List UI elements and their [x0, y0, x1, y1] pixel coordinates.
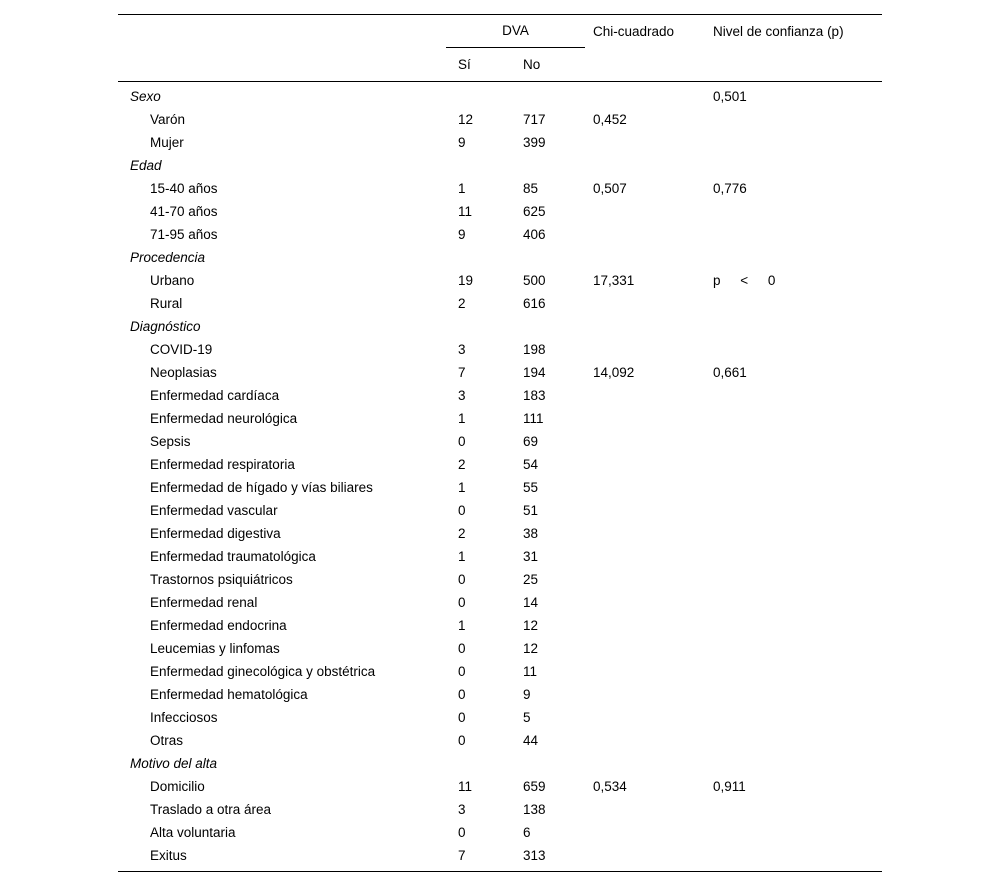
nivel-value	[713, 476, 882, 499]
table-row	[118, 775, 882, 798]
chi-value	[593, 729, 713, 752]
nivel-value: 0,776	[713, 181, 747, 196]
column-header-no: No	[523, 57, 541, 72]
row-label: Motivo del alta	[130, 756, 218, 771]
si-value: 9	[458, 227, 466, 242]
chi-value	[593, 706, 713, 729]
chi-value: 0,534	[593, 779, 627, 794]
row-label: Enfermedad de hígado y vías biliares	[150, 480, 373, 495]
table-row	[118, 476, 882, 499]
no-value: 25	[523, 572, 539, 587]
no-value: 5	[523, 710, 531, 725]
no-value: 500	[523, 273, 546, 288]
table-row	[118, 269, 882, 292]
no-value	[523, 85, 593, 108]
nivel-value: 0,661	[713, 365, 747, 380]
column-header-chi-cuadrado: Chi-cuadrado	[593, 24, 675, 39]
table-row	[118, 614, 882, 637]
column-header-dva: DVA	[446, 15, 585, 48]
table-row	[118, 683, 882, 706]
no-value: 111	[523, 411, 544, 426]
si-value: 0	[458, 687, 466, 702]
si-value: 2	[458, 296, 466, 311]
nivel-value	[713, 821, 882, 844]
chi-value	[593, 85, 713, 108]
chi-value	[593, 821, 713, 844]
si-value	[458, 752, 523, 775]
si-value: 11	[458, 779, 473, 794]
table-row	[118, 499, 882, 522]
nivel-value	[713, 453, 882, 476]
si-value: 9	[458, 135, 466, 150]
table-row	[118, 85, 882, 108]
chi-value	[593, 499, 713, 522]
no-value: 11	[523, 664, 538, 679]
chi-value	[593, 568, 713, 591]
no-value: 183	[523, 388, 546, 403]
no-value	[523, 154, 593, 177]
table-row	[118, 223, 882, 246]
column-header-nivel-confianza: Nivel de confianza (p)	[713, 24, 844, 39]
table-row	[118, 545, 882, 568]
si-value: 0	[458, 595, 466, 610]
si-value: 7	[458, 848, 466, 863]
table-row	[118, 729, 882, 752]
no-value: 69	[523, 434, 539, 449]
chi-value	[593, 338, 713, 361]
no-value: 194	[523, 365, 546, 380]
si-value: 3	[458, 388, 466, 403]
chi-value	[593, 315, 713, 338]
chi-value: 0,452	[593, 112, 627, 127]
table-body	[118, 82, 882, 872]
nivel-value	[713, 844, 882, 867]
nivel-value	[713, 384, 882, 407]
no-value: 406	[523, 227, 546, 242]
row-label: Sepsis	[150, 434, 191, 449]
no-value: 399	[523, 135, 546, 150]
nivel-value	[713, 660, 882, 683]
no-value: 198	[523, 342, 546, 357]
no-value: 44	[523, 733, 539, 748]
chi-value	[593, 844, 713, 867]
chi-value	[593, 637, 713, 660]
si-value: 12	[458, 112, 474, 127]
row-label: Enfermedad ginecológica y obstétrica	[150, 664, 376, 679]
table-row	[118, 522, 882, 545]
si-value: 11	[458, 204, 473, 219]
si-value	[458, 154, 523, 177]
row-label: Sexo	[130, 89, 161, 104]
chi-value	[593, 614, 713, 637]
chi-value	[593, 591, 713, 614]
si-value: 3	[458, 342, 466, 357]
nivel-value	[713, 223, 882, 246]
chi-value: 17,331	[593, 273, 635, 288]
no-value: 12	[523, 618, 539, 633]
table-row	[118, 154, 882, 177]
table-row	[118, 798, 882, 821]
chi-value	[593, 476, 713, 499]
nivel-value: 0,501	[713, 89, 747, 104]
nivel-value	[713, 706, 882, 729]
no-value: 9	[523, 687, 531, 702]
nivel-value: 0,911	[713, 779, 746, 794]
row-label: 15-40 años	[150, 181, 218, 196]
nivel-value	[713, 200, 882, 223]
si-value: 1	[458, 181, 466, 196]
nivel-value	[713, 729, 882, 752]
row-label: Edad	[130, 158, 162, 173]
no-value: 85	[523, 181, 539, 196]
table-row	[118, 108, 882, 131]
no-value: 51	[523, 503, 539, 518]
chi-value	[593, 131, 713, 154]
no-value: 38	[523, 526, 539, 541]
table-row	[118, 246, 882, 269]
chi-value	[593, 407, 713, 430]
nivel-value	[713, 315, 882, 338]
table-row	[118, 200, 882, 223]
row-label: Leucemias y linfomas	[150, 641, 280, 656]
si-value: 7	[458, 365, 466, 380]
chi-value	[593, 292, 713, 315]
row-label: 71-95 años	[150, 227, 218, 242]
row-label: COVID-19	[150, 342, 213, 357]
si-value: 0	[458, 434, 466, 449]
nivel-value	[713, 545, 882, 568]
row-label: Domicilio	[150, 779, 205, 794]
no-value: 54	[523, 457, 539, 472]
row-label: Urbano	[150, 273, 195, 288]
nivel-value	[713, 568, 882, 591]
row-label: Exitus	[150, 848, 187, 863]
si-value: 1	[458, 411, 466, 426]
row-label: Enfermedad hematológica	[150, 687, 308, 702]
table-row	[118, 430, 882, 453]
row-label: Traslado a otra área	[150, 802, 272, 817]
chi-value	[593, 660, 713, 683]
chi-value	[593, 798, 713, 821]
row-label: Enfermedad traumatológica	[150, 549, 316, 564]
nivel-value	[713, 614, 882, 637]
nivel-value	[713, 522, 882, 545]
table-row	[118, 568, 882, 591]
table-row	[118, 292, 882, 315]
row-label: Neoplasias	[150, 365, 217, 380]
row-label: Enfermedad cardíaca	[150, 388, 280, 403]
table-row	[118, 407, 882, 430]
nivel-value	[713, 499, 882, 522]
chi-value: 14,092	[593, 365, 635, 380]
nivel-value	[713, 407, 882, 430]
row-label: Enfermedad respiratoria	[150, 457, 295, 472]
no-value: 625	[523, 204, 546, 219]
table-row	[118, 177, 882, 200]
si-value: 0	[458, 664, 466, 679]
si-value: 19	[458, 273, 474, 288]
chi-value	[593, 752, 713, 775]
table-row	[118, 821, 882, 844]
column-header-si: Sí	[458, 57, 471, 72]
nivel-value	[713, 683, 882, 706]
table-header-row-sub	[118, 48, 882, 81]
table-row	[118, 660, 882, 683]
si-value: 3	[458, 802, 466, 817]
chi-value	[593, 522, 713, 545]
no-value: 717	[523, 112, 546, 127]
nivel-value	[713, 430, 882, 453]
si-value: 0	[458, 641, 466, 656]
table-row	[118, 131, 882, 154]
nivel-value	[713, 338, 882, 361]
table-row	[118, 844, 882, 867]
nivel-value	[713, 637, 882, 660]
row-label: 41-70 años	[150, 204, 218, 219]
row-label: Rural	[150, 296, 183, 311]
row-label: Enfermedad vascular	[150, 503, 278, 518]
si-value: 0	[458, 733, 466, 748]
row-label: Enfermedad digestiva	[150, 526, 281, 541]
no-value: 6	[523, 825, 531, 840]
chi-value	[593, 453, 713, 476]
nivel-value	[713, 246, 882, 269]
nivel-value	[713, 131, 882, 154]
si-value: 0	[458, 710, 466, 725]
table-header-row-groups	[118, 15, 882, 48]
si-value	[458, 85, 523, 108]
nivel-value	[713, 798, 882, 821]
table-row	[118, 591, 882, 614]
row-label: Otras	[150, 733, 184, 748]
table-row	[118, 752, 882, 775]
row-label: Enfermedad renal	[150, 595, 258, 610]
chi-value: 0,507	[593, 181, 627, 196]
chi-value	[593, 545, 713, 568]
si-value: 0	[458, 825, 466, 840]
nivel-value	[713, 108, 882, 131]
nivel-value	[713, 752, 882, 775]
no-value	[523, 315, 593, 338]
row-label: Alta voluntaria	[150, 825, 236, 840]
row-label: Enfermedad neurológica	[150, 411, 298, 426]
chi-value	[593, 384, 713, 407]
no-value: 31	[523, 549, 539, 564]
no-value: 138	[523, 802, 546, 817]
chi-value	[593, 223, 713, 246]
nivel-value	[713, 591, 882, 614]
si-value	[458, 246, 523, 269]
nivel-value: p < 0	[713, 273, 776, 288]
row-label: Varón	[150, 112, 186, 127]
table-row	[118, 384, 882, 407]
table-row	[118, 315, 882, 338]
row-label: Infecciosos	[150, 710, 218, 725]
row-label: Trastornos psiquiátricos	[150, 572, 293, 587]
table-row	[118, 706, 882, 729]
row-label: Mujer	[150, 135, 184, 150]
si-value: 1	[458, 618, 466, 633]
table-row	[118, 453, 882, 476]
no-value: 12	[523, 641, 539, 656]
no-value	[523, 246, 593, 269]
table-row	[118, 338, 882, 361]
no-value: 14	[523, 595, 539, 610]
no-value: 55	[523, 480, 539, 495]
chi-value	[593, 683, 713, 706]
table-row	[118, 637, 882, 660]
nivel-value	[713, 154, 882, 177]
si-value: 1	[458, 480, 466, 495]
chi-value	[593, 154, 713, 177]
row-label: Enfermedad endocrina	[150, 618, 287, 633]
chi-value	[593, 246, 713, 269]
si-value: 2	[458, 457, 466, 472]
si-value	[458, 315, 523, 338]
no-value	[523, 752, 593, 775]
no-value: 616	[523, 296, 546, 311]
statistics-table	[118, 14, 882, 872]
chi-value	[593, 200, 713, 223]
nivel-value	[713, 292, 882, 315]
no-value: 659	[523, 779, 546, 794]
table-row	[118, 361, 882, 384]
chi-value	[593, 430, 713, 453]
si-value: 0	[458, 572, 466, 587]
si-value: 0	[458, 503, 466, 518]
row-label: Procedencia	[130, 250, 206, 265]
si-value: 2	[458, 526, 466, 541]
no-value: 313	[523, 848, 546, 863]
row-label: Diagnóstico	[130, 319, 201, 334]
si-value: 1	[458, 549, 466, 564]
table-header	[118, 14, 882, 82]
